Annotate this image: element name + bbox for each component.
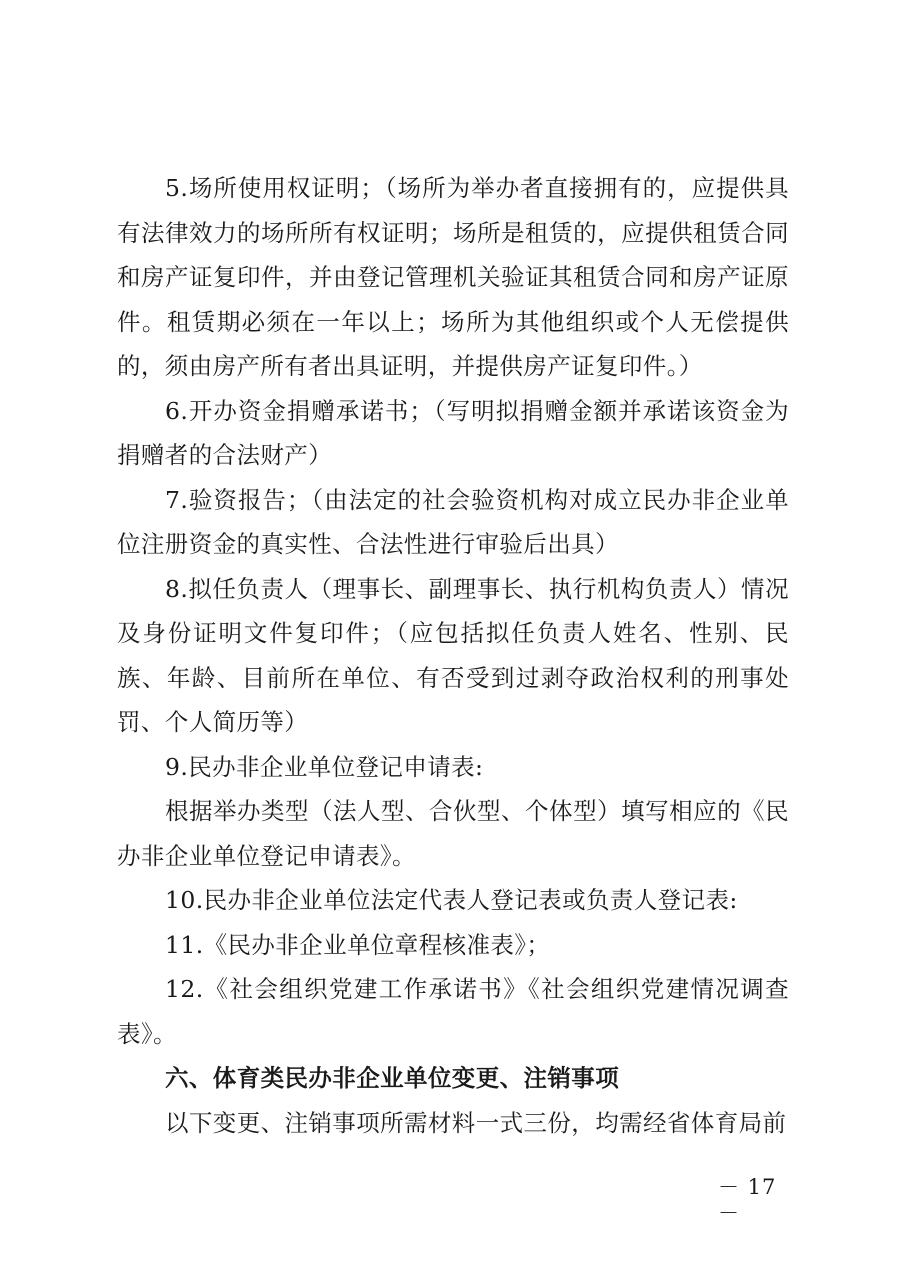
paragraph-item-11: 11.《民办非企业单位章程核准表》； <box>165 930 551 959</box>
paragraph-item-5: 5.场所使用权证明；（场所为举办者直接拥有的，应提供具有法律效力的场所所有权证明；场所是租赁的，应提供租赁合同和房产证复印件，并由登记管理机关验证其租赁合同和房产证原件。租赁期必须在一年以上；场所为其他组织或个人无偿提供的，须由房产所有者出具证明，并提供房产证复印件。） <box>117 174 789 380</box>
paragraph-item-9: 9.民办非企业单位登记申请表: <box>165 752 484 781</box>
paragraph-item-10: 10.民办非企业单位法定代表人登记表或负责人登记表: <box>165 886 738 914</box>
page-number: － 17 － <box>718 1175 777 1225</box>
paragraph-application-form-note: 根据举办类型（法人型、合伙型、个体型）填写相应的《民办非企业单位登记申请表》。 <box>117 797 789 870</box>
section-heading: 六、体育类民办非企业单位变更、注销事项 <box>165 1064 620 1092</box>
document-body <box>117 166 789 1145</box>
paragraph-item-6: 6.开办资金捐赠承诺书；（写明拟捐赠金额并承诺该资金为捐赠者的合法财产） <box>117 396 789 469</box>
paragraph-item-12: 12.《社会组织党建工作承诺书》《社会组织党建情况调查表》。 <box>117 975 789 1048</box>
paragraph-item-7: 7.验资报告；（由法定的社会验资机构对成立民办非企业单位注册资金的真实性、合法性进行审验后出具） <box>117 485 789 558</box>
paragraph-item-8: 8.拟任负责人（理事长、副理事长、执行机构负责人）情况及身份证明文件复印件；（应包括拟任负责人姓名、性别、民族、年龄、目前所在单位、有否受到过剥夺政治权利的刑事处罚、个人简历等） <box>117 574 789 736</box>
paragraph-section-intro: 以下变更、注销事项所需材料一式三份，均需经省体育局前 <box>165 1108 787 1137</box>
